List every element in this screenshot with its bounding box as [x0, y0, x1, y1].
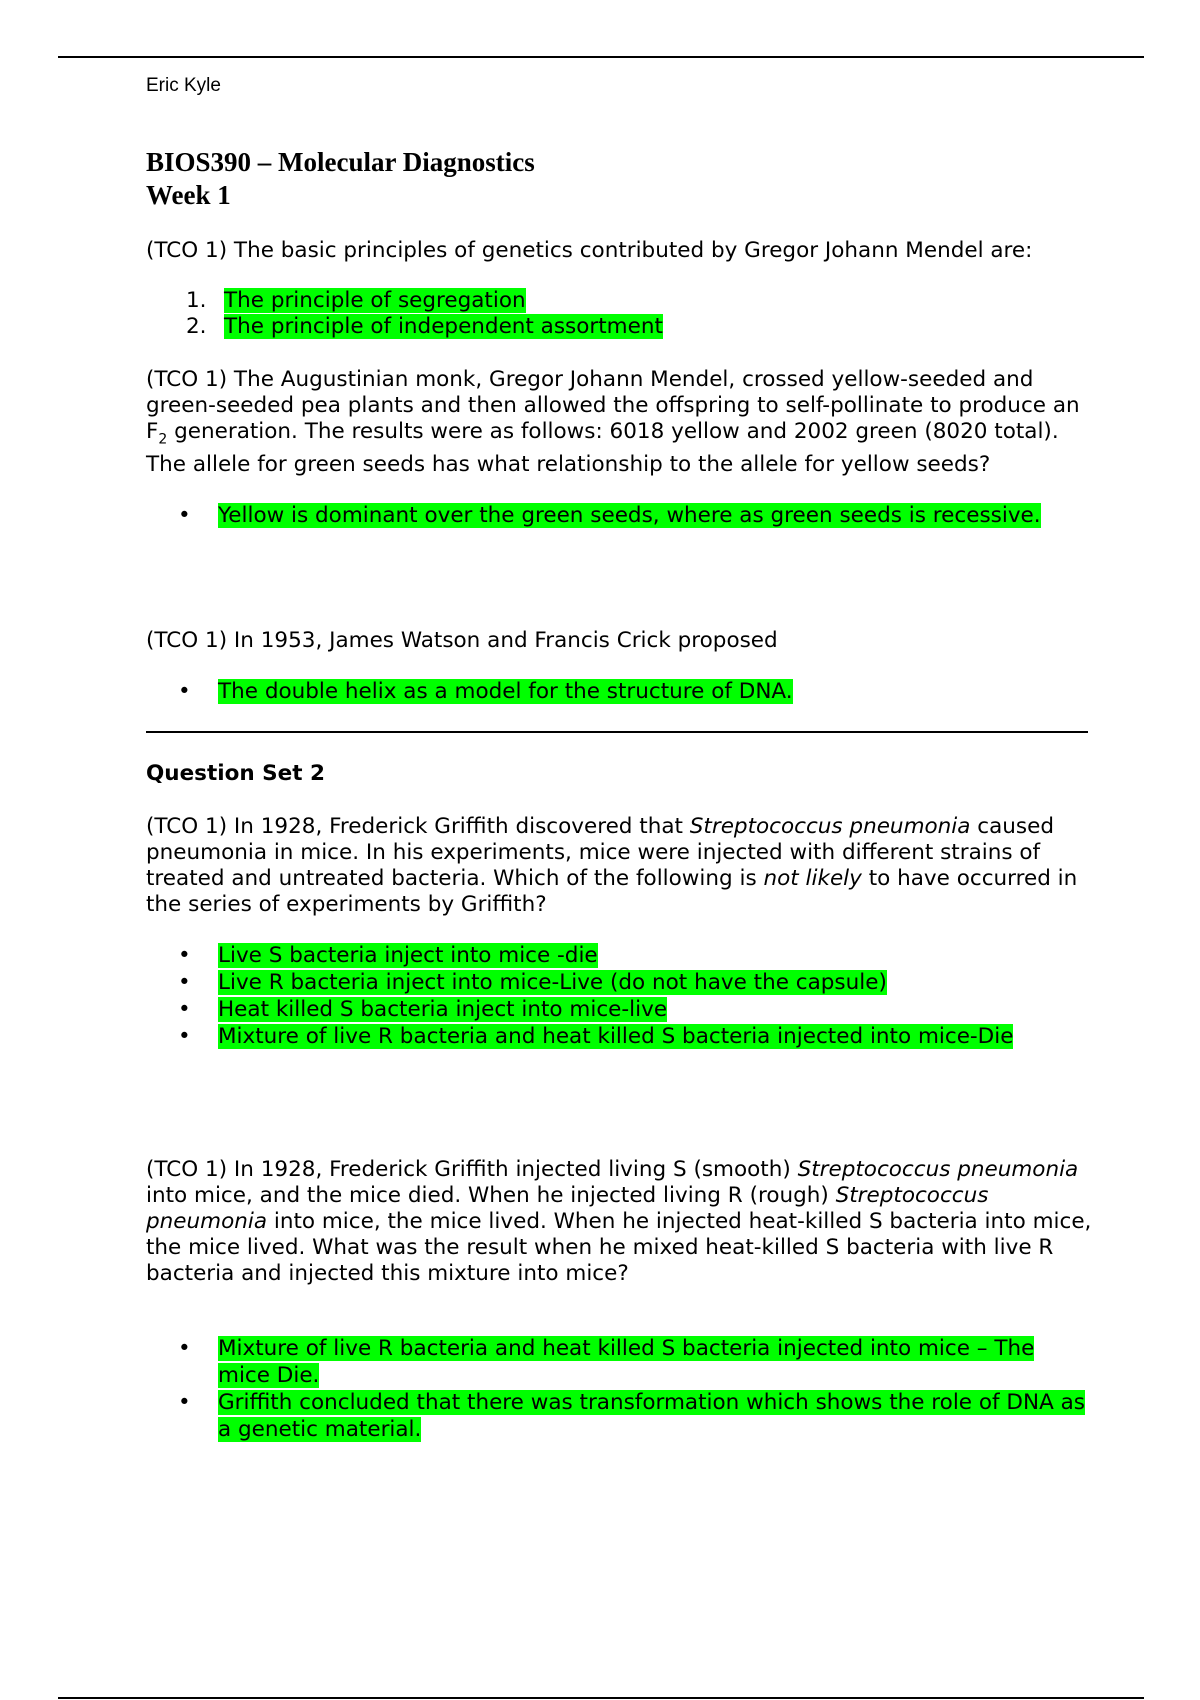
answer-text: Live R bacteria inject into mice-Live (do not have the capsule): [218, 970, 887, 995]
answer-item: • Live R bacteria inject into mice-Live (do not have the capsule): [178, 970, 887, 995]
answer-item: • Heat killed S bacteria inject into mice-live: [178, 997, 668, 1022]
course-title: BIOS390 – Molecular Diagnostics: [146, 147, 535, 177]
question-5: [146, 1157, 1092, 1443]
answer-item: • The double helix as a model for the structure of DNA.: [178, 679, 793, 704]
question-4-prompt: (TCO 1) In 1928, Frederick Griffith discovered that Streptococcus pneumonia caused pneumonia in mice. In his experiments, mice were injected with different strains of treated and untreated bacteria. Which of the following is not likely to have occurred in the series of experiments by Griffith?: [146, 814, 1078, 917]
answer-item: • Mixture of live R bacteria and heat killed S bacteria injected into mice-Die: [178, 1024, 1014, 1049]
answer-text: Mixture of live R bacteria and heat killed S bacteria injected into mice-Die: [218, 1024, 1014, 1049]
question-1-answers: [146, 288, 1092, 340]
question-2-prompt: (TCO 1) The Augustinian monk, Gregor Johann Mendel, crossed yellow-seeded and green-seeded pea plants and then allowed the offspring to self-pollinate to produce an $F_2$ generation. The results were as follows: 6018 yellow and 2002 green (8020 total). The allele for green seeds has what relationship to the allele for yellow seeds?: [146, 367, 1080, 478]
answer-text: Mixture of live R bacteria and heat killed S bacteria injected into mice – The mice Die.: [218, 1336, 1035, 1388]
question-2-answers: [146, 502, 1092, 529]
answer-text: The principle of segregation: [224, 288, 526, 313]
question-1-prompt: (TCO 1) The basic principles of genetics contributed by Gregor Johann Mendel are:: [146, 238, 1033, 263]
question-4: [146, 814, 1092, 1050]
author-name: Eric Kyle: [146, 75, 221, 96]
answer-text: Live S bacteria inject into mice -die: [218, 943, 598, 968]
answer-text: The double helix as a model for the structure of DNA.: [218, 679, 793, 704]
question-2: [146, 367, 1092, 529]
answer-item: 2. The principle of independent assortment: [186, 314, 663, 339]
question-5-answers: [146, 1335, 1092, 1443]
week-title: Week 1: [146, 180, 231, 210]
question-4-answers: [146, 942, 1092, 1050]
answer-item: • Yellow is dominant over the green seeds, where as green seeds is recessive.: [178, 503, 1041, 529]
answer-text: Yellow is dominant over the green seeds, where as green seeds is recessive.: [218, 503, 1041, 529]
question-1: [146, 238, 1092, 340]
answer-text: Heat killed S bacteria inject into mice-live: [218, 997, 668, 1022]
document-title: [146, 146, 535, 212]
answer-item: 1. The principle of segregation: [186, 288, 526, 313]
answer-text: The principle of independent assortment: [224, 314, 663, 339]
section-divider: [146, 731, 1088, 733]
question-5-prompt: (TCO 1) In 1928, Frederick Griffith injected living S (smooth) Streptococcus pneumonia into mice, and the mice died. When he injected living R (rough) Streptococcus pneumonia into mice, the mice lived. When he injected heat-killed S bacteria into mice, the mice lived. What was the result when he mixed heat-killed S bacteria with live R bacteria and injected this mixture into mice?: [146, 1157, 1092, 1286]
footer-rule: [58, 1697, 1144, 1699]
question-3: [146, 628, 1092, 705]
question-3-prompt: (TCO 1) In 1953, James Watson and Francis Crick proposed: [146, 628, 778, 653]
answer-text: Griffith concluded that there was transformation which shows the role of DNA as a genetic material.: [218, 1390, 1085, 1442]
answer-item: • Griffith concluded that there was transformation which shows the role of DNA as a genetic material.: [178, 1390, 1085, 1442]
answer-item: • Live S bacteria inject into mice -die: [178, 943, 598, 968]
answer-item: • Mixture of live R bacteria and heat killed S bacteria injected into mice – The mice Die.: [178, 1336, 1035, 1388]
question-set-title: Question Set 2: [146, 761, 325, 786]
question-3-answers: [146, 678, 1092, 705]
header-rule: [58, 56, 1144, 58]
